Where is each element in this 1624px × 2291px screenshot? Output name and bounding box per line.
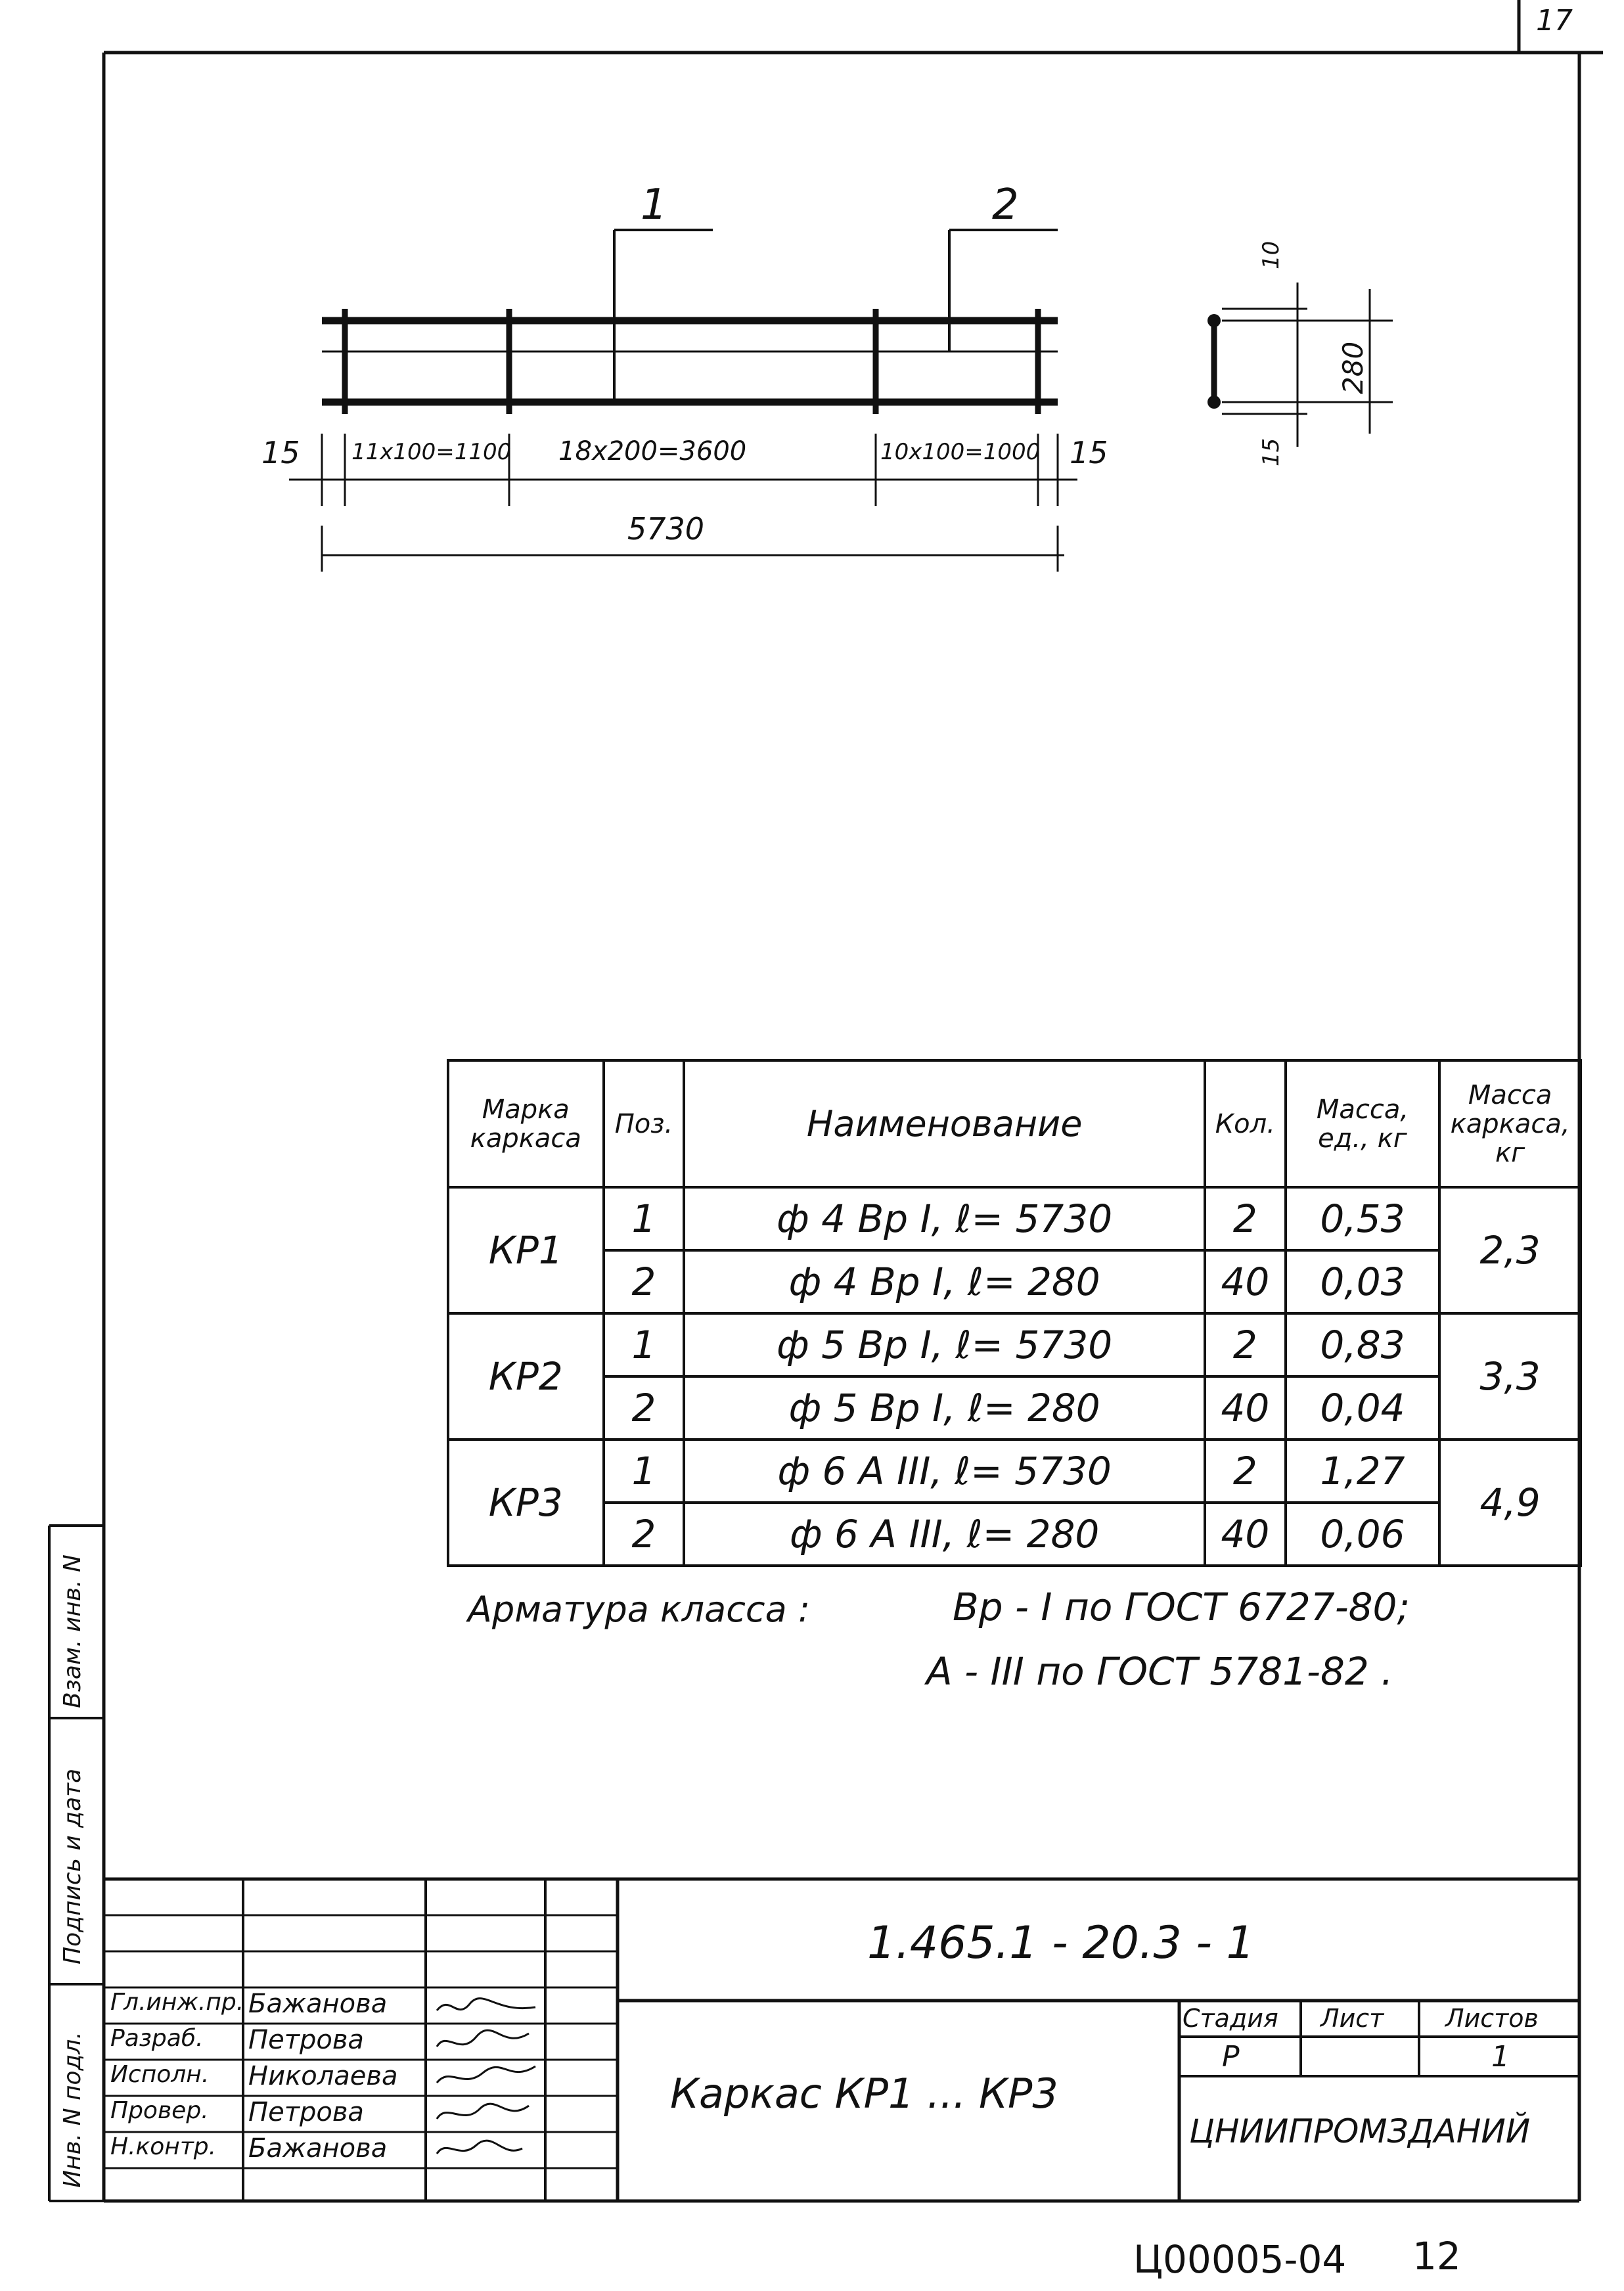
item-name: ф 6 А III, ℓ= 5730 (684, 1440, 1205, 1503)
frame-mass: 2,3 (1439, 1187, 1581, 1313)
organization: ЦНИИПРОМЗДАНИЙ (1189, 2112, 1531, 2150)
position-label-2: 2 (992, 181, 1019, 229)
name-developer: Петрова (248, 2025, 364, 2055)
role-checker: Провер. (110, 2097, 209, 2124)
role-norm-control: Н.контр. (110, 2133, 217, 2160)
quantity: 40 (1205, 1250, 1286, 1313)
item-name: ф 4 Вр I, ℓ= 280 (684, 1250, 1205, 1313)
header-qty: Кол. (1205, 1060, 1286, 1187)
header-mass-unit: Масса, ед., кг (1286, 1060, 1439, 1187)
unit-mass: 0,06 (1286, 1503, 1439, 1566)
notes-line-1: Вр - I по ГОСТ 6727-80; (953, 1585, 1410, 1629)
position: 2 (604, 1250, 685, 1313)
role-chief-engineer: Гл.инж.пр. (110, 1989, 244, 2016)
frame-mass: 4,9 (1439, 1440, 1581, 1566)
name-norm-control: Бажанова (248, 2133, 388, 2164)
frame-mark: КР2 (448, 1313, 604, 1440)
stamp-inv-replace: Взам. инв. N (59, 1554, 86, 1708)
top-sheet-number: 17 (1536, 4, 1573, 37)
frame-mark: КР3 (448, 1440, 604, 1566)
quantity: 40 (1205, 1376, 1286, 1440)
header-mass-frame: Масса каркаса, кг (1439, 1060, 1581, 1187)
page-number: 12 (1412, 2234, 1461, 2279)
section-dim-10: 10 (1258, 240, 1284, 269)
position: 1 (604, 1187, 685, 1250)
section-dim-280: 280 (1337, 341, 1369, 394)
frame-mass: 3,3 (1439, 1313, 1581, 1440)
unit-mass: 0,53 (1286, 1187, 1439, 1250)
name-checker: Петрова (248, 2097, 364, 2127)
item-name: ф 5 Вр I, ℓ= 5730 (684, 1313, 1205, 1376)
dim-left-edge: 15 (261, 435, 300, 470)
item-name: ф 5 Вр I, ℓ= 280 (684, 1376, 1205, 1440)
stamp-inv-original: Инв. N подл. (59, 2031, 86, 2188)
header-name: Наименование (684, 1060, 1205, 1187)
dim-seg2: 18x200=3600 (558, 436, 747, 466)
frame-mark: КР1 (448, 1187, 604, 1313)
header-pos: Поз. (604, 1060, 685, 1187)
position: 2 (604, 1376, 685, 1440)
position: 1 (604, 1313, 685, 1376)
sheet-label: Лист (1320, 2004, 1384, 2033)
stamp-signature-date: Подпись и дата (59, 1768, 86, 1964)
name-chief-engineer: Бажанова (248, 1989, 388, 2019)
header-mark: Марка каркаса (448, 1060, 604, 1187)
quantity: 2 (1205, 1440, 1286, 1503)
quantity: 2 (1205, 1313, 1286, 1376)
unit-mass: 0,83 (1286, 1313, 1439, 1376)
quantity: 2 (1205, 1187, 1286, 1250)
notes-line-2: А - III по ГОСТ 5781-82 . (926, 1649, 1393, 1694)
item-name: ф 6 А III, ℓ= 280 (684, 1503, 1205, 1566)
role-executor: Исполн. (110, 2061, 210, 2088)
sheets-value: 1 (1491, 2040, 1510, 2074)
notes-label: Арматура класса : (468, 1589, 811, 1630)
quantity: 40 (1205, 1503, 1286, 1566)
dim-total: 5730 (627, 511, 705, 547)
position: 2 (604, 1503, 685, 1566)
position-label-1: 1 (641, 181, 667, 229)
archive-code: Ц00005-04 (1133, 2237, 1347, 2282)
drawing-title: Каркас КР1 ... КР3 (670, 2070, 1058, 2118)
stage-label: Стадия (1183, 2004, 1278, 2033)
name-executor: Николаева (248, 2061, 398, 2091)
unit-mass: 0,03 (1286, 1250, 1439, 1313)
unit-mass: 0,04 (1286, 1376, 1439, 1440)
stage-value: Р (1222, 2040, 1240, 2074)
section-dim-15: 15 (1258, 438, 1284, 466)
dim-seg1: 11x100=1100 (351, 439, 512, 465)
dim-right-edge: 15 (1070, 435, 1108, 470)
role-developer: Разраб. (110, 2025, 204, 2052)
sheets-label: Листов (1445, 2004, 1539, 2033)
signatures (430, 1991, 542, 2168)
unit-mass: 1,27 (1286, 1440, 1439, 1503)
dim-seg3: 10x100=1000 (880, 439, 1041, 465)
item-name: ф 4 Вр I, ℓ= 5730 (684, 1187, 1205, 1250)
position: 1 (604, 1440, 685, 1503)
document-code: 1.465.1 - 20.3 - 1 (867, 1917, 1255, 1969)
